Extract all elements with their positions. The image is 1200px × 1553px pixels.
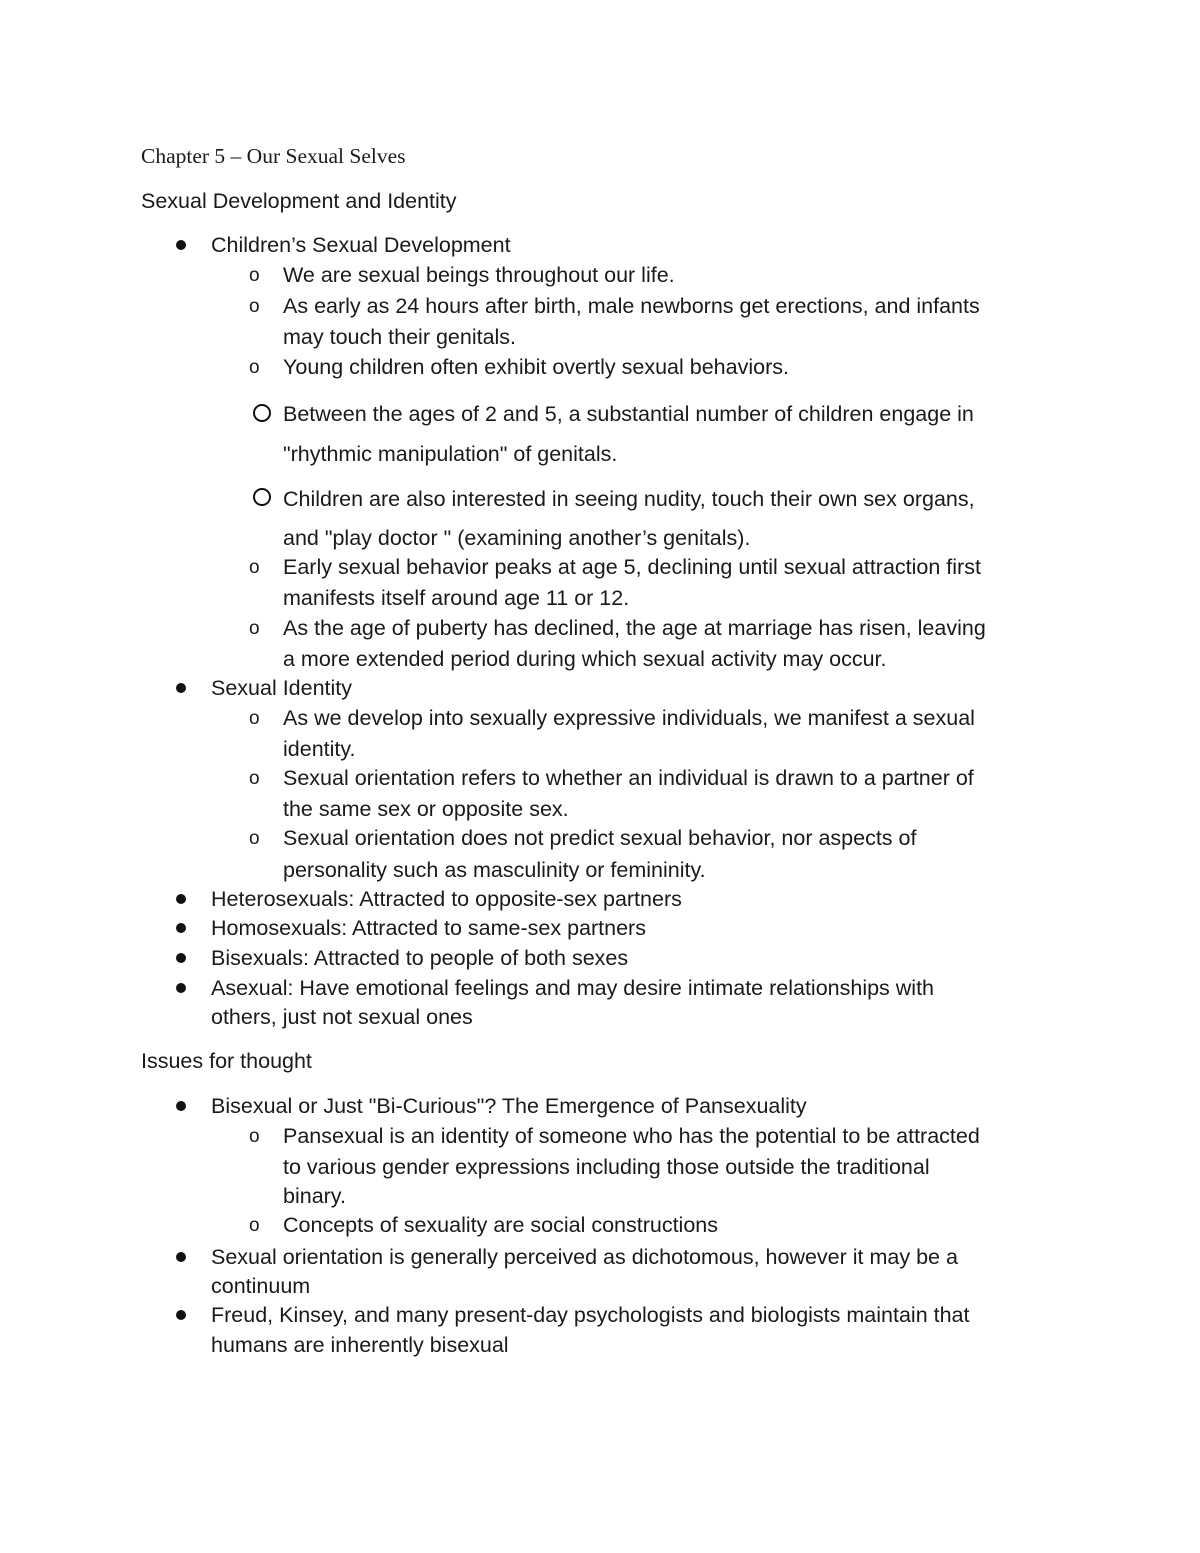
section-heading-issues: Issues for thought [141,1049,312,1073]
sub-bullet-icon: o [249,1215,260,1236]
list-item-continuation: humans are inherently bisexual [211,1333,509,1357]
chapter-title: Chapter 5 – Our Sexual Selves [141,144,406,168]
list-item-continuation: the same sex or opposite sex. [283,797,569,821]
bullet-icon [176,1101,186,1111]
sub-bullet-icon: o [249,768,260,789]
list-item: Sexual orientation refers to whether an individual is drawn to a partner of [283,766,974,790]
bullet-icon [176,1310,186,1320]
sub-bullet-icon: o [249,265,260,286]
point-continuum: Sexual orientation is generally perceived as dichotomous, however it may be a [211,1245,958,1269]
orientation-homosexual: Homosexuals: Attracted to same-sex partners [211,916,646,940]
list-item: As early as 24 hours after birth, male newborns get erections, and infants [283,294,980,318]
list-item: We are sexual beings throughout our life. [283,263,675,287]
bullet-icon [176,683,186,693]
list-item-continuation: others, just not sexual ones [211,1005,473,1029]
sub-bullet-icon: o [249,828,260,849]
list-item: Young children often exhibit overtly sexual behaviors. [283,355,789,379]
bullet-icon [176,240,186,250]
bullet-icon [176,953,186,963]
list-item: Concepts of sexuality are social constructions [283,1213,718,1237]
sub-bullet-icon: o [249,296,260,317]
bullet-icon [176,1252,186,1262]
list-item-continuation: "rhythmic manipulation" of genitals. [283,442,618,466]
list-item-continuation: to various gender expressions including those outside the traditional [283,1155,930,1179]
list-item: Pansexual is an identity of someone who has the potential to be attracted [283,1124,980,1148]
circle-bullet-icon [253,404,271,422]
bullet-icon [176,923,186,933]
list-item-continuation: identity. [283,737,356,761]
bullet-icon [176,894,186,904]
list-item-continuation: binary. [283,1184,346,1208]
list-item-continuation: manifests itself around age 11 or 12. [283,586,630,610]
section-heading-development: Sexual Development and Identity [141,189,457,213]
topic-pansexuality: Bisexual or Just "Bi-Curious"? The Emergence of Pansexuality [211,1094,807,1118]
list-item-continuation: a more extended period during which sexual activity may occur. [283,647,887,671]
list-item: Sexual orientation does not predict sexual behavior, nor aspects of [283,826,917,850]
list-item-continuation: and "play doctor " (examining another’s genitals). [283,526,751,550]
list-item-continuation: may touch their genitals. [283,325,517,349]
bullet-icon [176,983,186,993]
point-bisexual-nature: Freud, Kinsey, and many present-day psychologists and biologists maintain that [211,1303,970,1327]
list-item: As we develop into sexually expressive individuals, we manifest a sexual [283,706,975,730]
list-item: Early sexual behavior peaks at age 5, declining until sexual attraction first [283,555,981,579]
topic-sexual-identity: Sexual Identity [211,676,353,700]
sub-bullet-icon: o [249,618,260,639]
list-item-continuation: continuum [211,1274,311,1298]
list-item: As the age of puberty has declined, the age at marriage has risen, leaving [283,616,986,640]
sub-bullet-icon: o [249,557,260,578]
orientation-asexual: Asexual: Have emotional feelings and may desire intimate relationships with [211,976,935,1000]
list-item: Between the ages of 2 and 5, a substantial number of children engage in [283,402,974,426]
sub-bullet-icon: o [249,708,260,729]
orientation-bisexual: Bisexuals: Attracted to people of both sexes [211,946,629,970]
list-item: Children are also interested in seeing nudity, touch their own sex organs, [283,487,975,511]
sub-bullet-icon: o [249,357,260,378]
topic-childrens-development: Children’s Sexual Development [211,233,511,257]
sub-bullet-icon: o [249,1126,260,1147]
list-item-continuation: personality such as masculinity or femininity. [283,858,706,882]
orientation-heterosexual: Heterosexuals: Attracted to opposite-sex partners [211,887,682,911]
circle-bullet-icon [253,488,271,506]
